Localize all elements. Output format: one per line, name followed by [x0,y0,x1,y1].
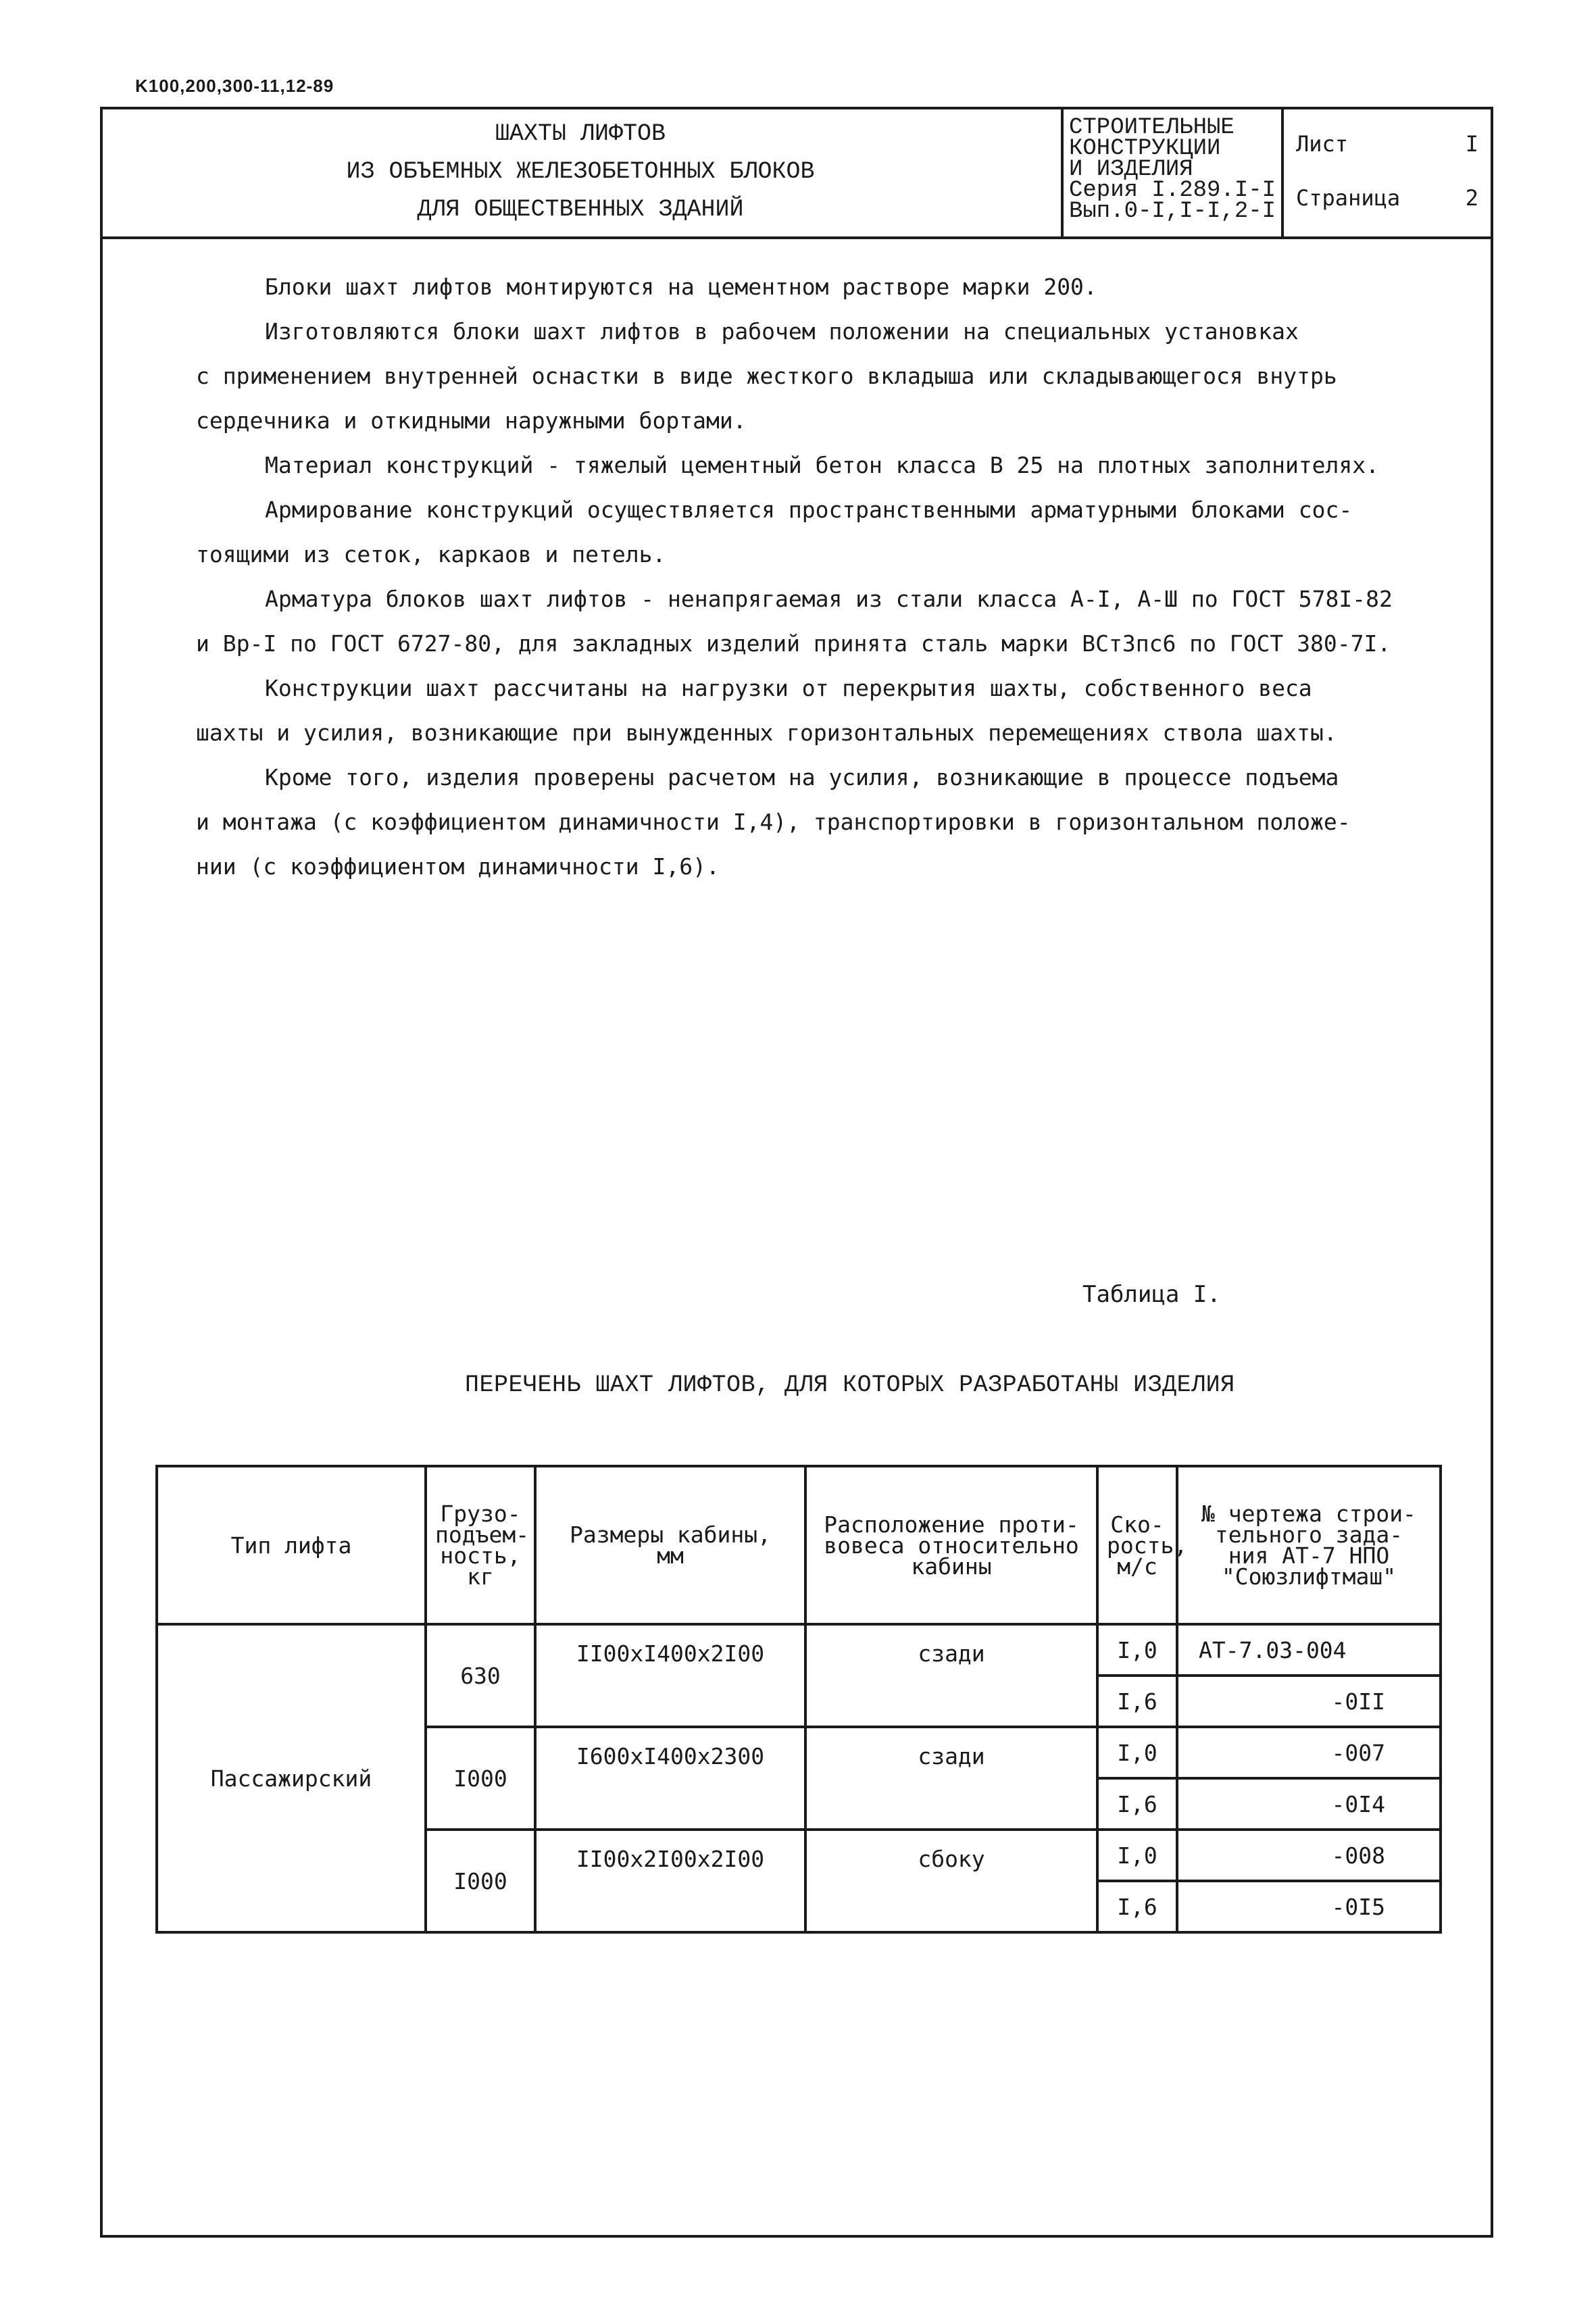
cell-counterweight-position: сзади [805,1727,1097,1830]
title-cell [100,107,1064,239]
series-cell [1064,107,1284,239]
document-code: K100,200,300-11,12-89 [135,76,334,96]
cell-drawing-number: -008 [1177,1830,1441,1881]
cell-speed: I,6 [1097,1778,1177,1830]
header-size: Размеры кабины, мм [535,1466,805,1624]
title-line: ДЛЯ ОБЩЕСТВЕННЫХ ЗДАНИЙ [417,196,744,223]
body-line: сердечника и откидными наружными бортами. [196,407,747,434]
cell-drawing-number: -0I5 [1177,1881,1441,1932]
series-line: Серия I.289.I-I [1069,178,1276,203]
body-line: Кроме того, изделия проверены расчетом на усилия, возникающие в процессе подъема [265,764,1339,790]
header-speed: Ско- рость, м/с [1097,1466,1177,1624]
header-capacity: Грузо- подъем- ность, кг [426,1466,535,1624]
series-line: КОНСТРУКЦИИ [1069,136,1221,161]
table-heading: ПЕРЕЧЕНЬ ШАХТ ЛИФТОВ, ДЛЯ КОТОРЫХ РАЗРАБОТАНЫ ИЗДЕЛИЯ [465,1372,1235,1399]
cell-cabin-size: I600xI400x2300 [535,1727,805,1830]
cell-speed: I,0 [1097,1830,1177,1881]
sheet-number: I [1465,131,1478,157]
header-type: Тип лифта [157,1466,426,1624]
cell-capacity: I000 [426,1830,535,1932]
cell-speed: I,6 [1097,1881,1177,1932]
table-row [157,1624,1441,1676]
header-drawing: № чертежа строи- тельного зада- ния АТ-7 НПО "Союзлифтмаш" [1177,1466,1441,1624]
body-line: Материал конструкций - тяжелый цементный бетон класса В 25 на плотных заполнителях. [265,452,1380,478]
series-line: Вып.0-I,I-I,2-I [1069,199,1276,224]
body-line: Арматура блоков шахт лифтов - ненапрягаемая из стали класса А-I, А-Ш по ГОСТ 578I-82 [265,586,1393,612]
table-header-row [157,1466,1441,1624]
cell-speed: I,0 [1097,1727,1177,1778]
page-label: Страница [1296,185,1401,211]
cell-capacity: 630 [426,1624,535,1727]
cell-counterweight-position: сбоку [805,1830,1097,1932]
body-line: Изготовляются блоки шахт лифтов в рабочем положении на специальных установках [265,318,1299,345]
cell-drawing-number: -0II [1177,1676,1441,1727]
cell-drawing-number: -0I4 [1177,1778,1441,1830]
cell-lift-type: Пассажирский [157,1624,426,1932]
body-line: шахты и усилия, возникающие при вынужденных горизонтальных перемещениях ствола шахты. [196,720,1337,746]
body-line: тоящими из сеток, каркаов и петель. [196,541,666,568]
body-text [196,265,1466,889]
lift-shafts-table [155,1465,1442,1934]
title-line: ИЗ ОБЪЕМНЫХ ЖЕЛЕЗОБЕТОННЫХ БЛОКОВ [346,158,815,185]
series-line: И ИЗДЕЛИЯ [1069,157,1193,182]
cell-cabin-size: II00xI400x2I00 [535,1624,805,1727]
cell-speed: I,6 [1097,1676,1177,1727]
cell-cabin-size: II00x2I00x2I00 [535,1830,805,1932]
cell-drawing-number: АТ-7.03-004 [1177,1624,1441,1676]
header-position: Расположение проти- вовеса относительно кабины [805,1466,1097,1624]
cell-counterweight-position: сзади [805,1624,1097,1727]
body-line: нии (с коэффициентом динамичности I,6). [196,853,720,880]
series-line: СТРОИТЕЛЬНЫЕ [1069,115,1235,141]
table-caption: Таблица I. [1082,1281,1221,1308]
sheet-cell [1284,107,1493,239]
title-block [100,107,1493,239]
title-line: ШАХТЫ ЛИФТОВ [495,120,666,147]
sheet-label: Лист [1296,131,1349,157]
cell-speed: I,0 [1097,1624,1177,1676]
cell-drawing-number: -007 [1177,1727,1441,1778]
body-line: и монтажа (с коэффициентом динамичности I,4), транспортировки в горизонтальном положе- [196,809,1351,835]
body-line: Блоки шахт лифтов монтируются на цементном растворе марки 200. [265,274,1097,300]
body-line: с применением внутренней оснастки в виде жесткого вкладыша или складывающегося внутрь [196,363,1337,389]
body-line: Армирование конструкций осуществляется пространственными арматурными блоками сос- [265,497,1353,523]
cell-capacity: I000 [426,1727,535,1830]
body-line: и Вр-I по ГОСТ 6727-80, для закладных изделий принята сталь марки ВСт3пс6 по ГОСТ 380-7I. [196,630,1391,657]
page-number: 2 [1465,185,1478,211]
body-line: Конструкции шахт рассчитаны на нагрузки от перекрытия шахты, собственного веса [265,675,1312,701]
